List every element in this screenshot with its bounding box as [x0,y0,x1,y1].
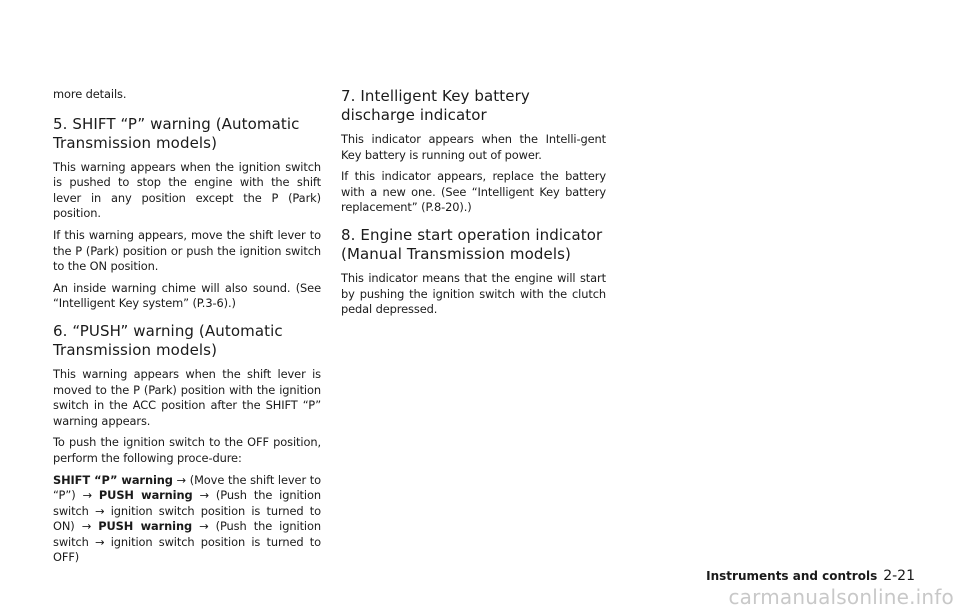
left-column [53,87,321,572]
section-7-heading: 7. Intelligent Key battery discharge indicator [341,87,530,124]
section-8-paragraph-1: This indicator means that the engine will start by pushing the ignition switch with the clutch pedal depressed. [341,270,606,317]
page-footer [706,568,915,584]
procedure-step-push-2: PUSH warning [98,519,193,534]
section-6-paragraph-1: This warning appears when the shift lever is moved to the P (Park) position with the ignition switch in the ACC position after the SHIFT “P” warning appears. [53,366,321,428]
watermark: carmanualsonline.info [728,585,954,609]
intro-text: more details. [53,87,127,101]
right-column [341,87,606,324]
procedure-transition-1: → (Move the shift lever to “P”) → [53,472,321,503]
section-8-heading: 8. Engine start operation indicator (Manual Transmission models) [341,225,603,263]
section-7-paragraph-2: If this indicator appears, replace the battery with a new one. (See “Intelligent Key battery replacement” (P.8-20).) [341,169,606,215]
procedure-transition-2: → (Push the ignition switch → ignition switch position is turned to ON) → [53,488,321,534]
procedure-text [53,473,321,567]
procedure-step-push-1: PUSH warning [98,488,193,503]
section-6-paragraph-2: To push the ignition switch to the OFF position, perform the following proce-dure: [53,435,321,465]
section-7-paragraph-1: This indicator appears when the Intelli-gent Key battery is running out of power. [341,132,606,162]
page-number: 2-21 [883,568,915,584]
section-6-heading: 6. “PUSH” warning (Automatic Transmission models) [53,321,283,359]
section-5-paragraph-1: This warning appears when the ignition switch is pushed to stop the engine with the shift lever in any position except the P (Park) position. [53,159,321,221]
section-5-paragraph-3: An inside warning chime will also sound. (See “Intelligent Key system” (P.3-6).) [53,280,321,311]
procedure-transition-3: → (Push the ignition switch → ignition switch position is turned to OFF) [53,519,321,565]
procedure-step-shift-p: SHIFT “P” warning [53,472,173,487]
footer-section-title: Instruments and controls [706,569,878,583]
section-5-paragraph-2: If this warning appears, move the shift lever to the P (Park) position or push the ignition switch to the ON position. [53,227,321,274]
section-5-heading: 5. SHIFT “P” warning (Automatic Transmission models) [53,114,300,152]
